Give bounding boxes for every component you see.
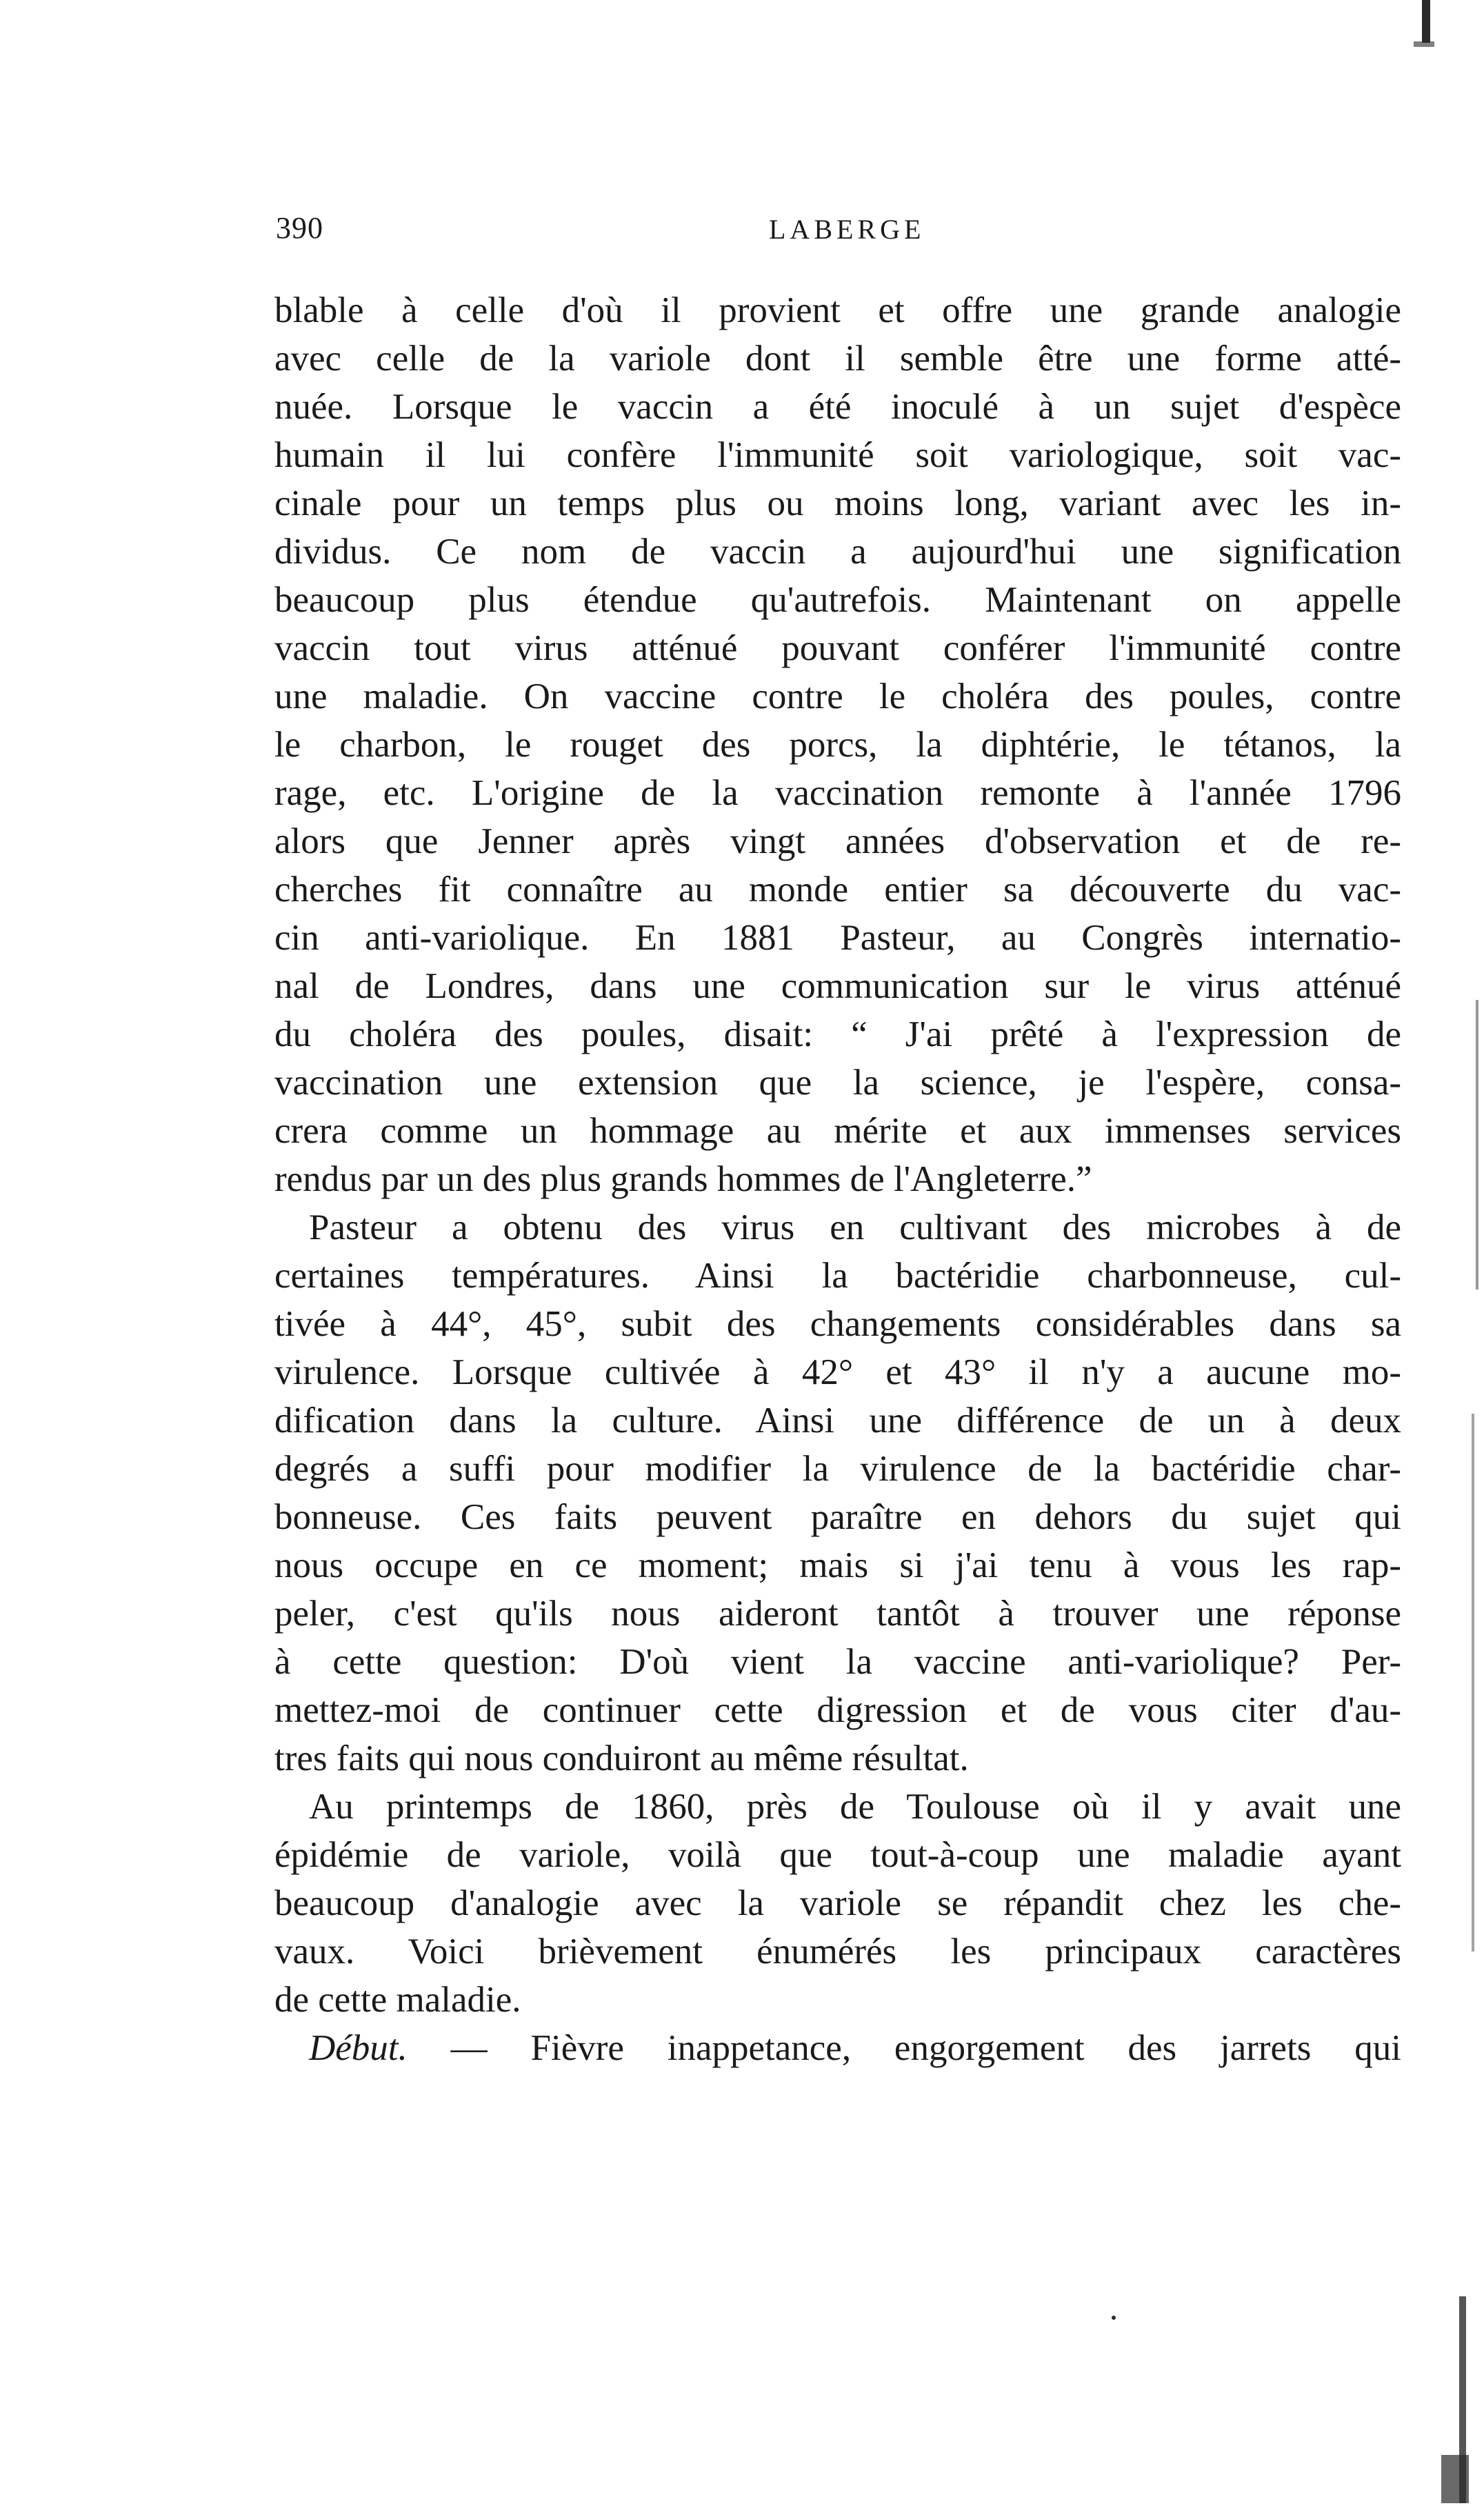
text-line: nal de Londres, dans une communication sur le virus atténué: [274, 966, 1401, 1006]
text-line: cinale pour un temps plus ou moins long, variant avec les in-: [274, 483, 1401, 523]
text-line-final: [274, 2024, 1401, 2072]
page-number: 390: [276, 211, 323, 245]
text-line: certaines températures. Ainsi la bactéridie charbonneuse, cul-: [274, 1256, 1401, 1296]
scan-artifact-right-edge-lower: [1472, 1414, 1474, 1952]
text-line-rest: — Fièvre inappetance, engorgement des jarrets qui: [407, 2028, 1401, 2068]
text-line: crera comme un hommage au mérite et aux immenses services: [274, 1111, 1401, 1151]
text-line: tivée à 44°, 45°, subit des changements considérables dans sa: [274, 1304, 1401, 1344]
text-line: vaccin tout virus atténué pouvant conférer l'immunité contre: [274, 628, 1401, 668]
text-line: vaccination une extension que la science, je l'espère, consa-: [274, 1063, 1401, 1103]
text-line: bonneuse. Ces faits peuvent paraître en dehors du sujet qui: [274, 1497, 1401, 1537]
scan-artifact-bottom-right-blot: [1441, 2455, 1469, 2503]
text-line: beaucoup plus étendue qu'autrefois. Maintenant on appelle: [274, 580, 1401, 620]
running-title: LABERGE: [769, 214, 925, 245]
text-line: du choléra des poules, disait: “ J'ai prêté à l'expression de: [274, 1014, 1401, 1054]
text-line: mettez-moi de continuer cette digression et de vous citer d'au-: [274, 1690, 1401, 1730]
text-line: dividus. Ce nom de vaccin a aujourd'hui une signification: [274, 532, 1401, 572]
text-line: humain il lui confère l'immunité soit variologique, soit vac-: [274, 435, 1401, 475]
running-header: [276, 210, 1400, 252]
text-line: nuée. Lorsque le vaccin a été inoculé à un sujet d'espèce: [274, 387, 1401, 427]
italic-lead: Début.: [309, 2028, 408, 2068]
text-line: à cette question: D'où vient la vaccine anti-variolique? Per-: [274, 1642, 1401, 1682]
text-line: Au printemps de 1860, près de Toulouse où il y avait une: [309, 1787, 1401, 1827]
text-line: tres faits qui nous conduiront au même résultat.: [274, 1738, 969, 1778]
text-line: dification dans la culture. Ainsi une différence de un à deux: [274, 1401, 1401, 1441]
text-line: de cette maladie.: [274, 1980, 521, 2020]
text-line: avec celle de la variole dont il semble être une forme atté-: [274, 339, 1401, 379]
text-line: cherches fit connaître au monde entier sa découverte du vac-: [274, 870, 1401, 910]
text-line: Pasteur a obtenu des virus en cultivant des microbes à de: [309, 1207, 1401, 1247]
text-line: épidémie de variole, voilà que tout-à-coup une maladie ayant: [274, 1835, 1401, 1875]
scan-artifact-right-edge: [1476, 1000, 1478, 1290]
text-line: cin anti-variolique. En 1881 Pasteur, au Congrès internatio-: [274, 918, 1401, 958]
text-line: peler, c'est qu'ils nous aideront tantôt à trouver une réponse: [274, 1594, 1401, 1634]
text-line: alors que Jenner après vingt années d'observation et de re-: [274, 821, 1401, 861]
text-line: rage, etc. L'origine de la vaccination remonte à l'année 1796: [274, 773, 1401, 813]
text-line: le charbon, le rouget des porcs, la diphtérie, le tétanos, la: [274, 725, 1401, 765]
text-line: blable à celle d'où il provient et offre une grande analogie: [274, 290, 1401, 330]
scan-artifact-dot: [1112, 2316, 1116, 2320]
scan-artifact-top-right-speck: [1414, 41, 1434, 47]
text-line: beaucoup d'analogie avec la variole se répandit chez les che-: [274, 1883, 1401, 1923]
body-text: [274, 286, 1401, 2072]
text-line: une maladie. On vaccine contre le choléra des poules, contre: [274, 676, 1401, 716]
text-line: vaux. Voici brièvement énumérés les principaux caractères: [274, 1932, 1401, 1972]
text-line: nous occupe en ce moment; mais si j'ai tenu à vous les rap-: [274, 1545, 1401, 1585]
text-line: degrés a suffi pour modifier la virulence de la bactéridie char-: [274, 1449, 1401, 1489]
text-line: rendus par un des plus grands hommes de l'Angleterre.”: [274, 1159, 1092, 1199]
scan-artifact-top-right: [1422, 0, 1430, 43]
text-line: virulence. Lorsque cultivée à 42° et 43° il n'y a aucune mo-: [274, 1352, 1401, 1392]
